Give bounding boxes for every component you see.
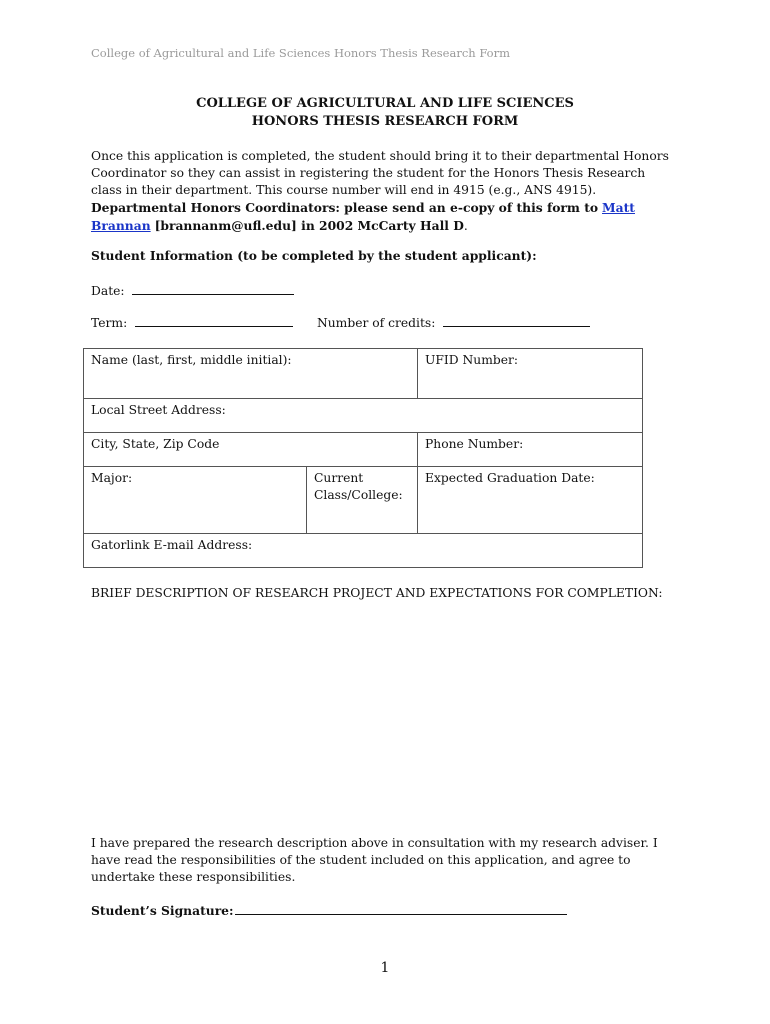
intro-paragraph bbox=[91, 148, 671, 235]
class-label: Current Class/College: bbox=[314, 471, 403, 502]
intro-bold-text: Departmental Honors Coordinators: please send an e-copy of this form to bbox=[91, 200, 599, 215]
address-label: Local Street Address: bbox=[91, 403, 226, 417]
name-cell[interactable] bbox=[84, 349, 418, 399]
term-blank[interactable] bbox=[135, 315, 293, 327]
intro-period: . bbox=[463, 219, 468, 233]
table-row bbox=[84, 467, 643, 534]
signature-field bbox=[91, 903, 567, 918]
credits-label: Number of credits: bbox=[317, 316, 436, 330]
date-blank[interactable] bbox=[132, 283, 294, 295]
student-info-heading: Student Information (to be completed by the student applicant): bbox=[91, 248, 537, 263]
consent-paragraph: I have prepared the research description above in consultation with my research adviser. I have read the responsibilities of the student included on this application, and agree to undertake these responsibilities. bbox=[91, 836, 658, 884]
credits-blank[interactable] bbox=[443, 315, 590, 327]
major-cell[interactable] bbox=[84, 467, 307, 534]
phone-label: Phone Number: bbox=[425, 437, 524, 451]
term-label: Term: bbox=[91, 316, 128, 330]
table-row bbox=[84, 349, 643, 399]
page-number: 1 bbox=[380, 960, 390, 976]
address-cell[interactable] bbox=[84, 399, 643, 433]
grad-label: Expected Graduation Date: bbox=[425, 471, 595, 485]
table-row bbox=[84, 399, 643, 433]
signature-label: Student’s Signature: bbox=[91, 903, 234, 918]
description-heading: BRIEF DESCRIPTION OF RESEARCH PROJECT AND EXPECTATIONS FOR COMPLETION: bbox=[91, 586, 663, 600]
table-row bbox=[84, 534, 643, 568]
matt-brannan-link[interactable]: Matt Brannan bbox=[91, 200, 635, 233]
intro-email-text: [brannanm@ufl.edu] in 2002 McCarty Hall D bbox=[154, 218, 464, 233]
title-line-2: HONORS THESIS RESEARCH FORM bbox=[251, 114, 519, 129]
class-cell[interactable] bbox=[307, 467, 418, 534]
phone-cell[interactable] bbox=[418, 433, 643, 467]
city-cell[interactable] bbox=[84, 433, 418, 467]
date-field bbox=[91, 283, 294, 298]
signature-blank[interactable] bbox=[235, 903, 567, 915]
credits-field bbox=[317, 315, 590, 330]
ufid-label: UFID Number: bbox=[425, 353, 519, 367]
ufid-cell[interactable] bbox=[418, 349, 643, 399]
major-label: Major: bbox=[91, 471, 133, 485]
term-field bbox=[91, 315, 293, 330]
form-title bbox=[0, 95, 770, 131]
name-label: Name (last, first, middle initial): bbox=[91, 353, 292, 367]
student-info-table bbox=[83, 348, 643, 568]
running-header: College of Agricultural and Life Sciences Honors Thesis Research Form bbox=[91, 46, 511, 60]
date-label: Date: bbox=[91, 284, 125, 298]
intro-text: Once this application is completed, the student should bring it to their departmental Honors Coordinator so they can assist in registering the student for the Honors Thesis Research class in their department. This course number will end in 4915 (e.g., ANS 4915). bbox=[91, 149, 669, 197]
grad-cell[interactable] bbox=[418, 467, 643, 534]
title-line-1: COLLEGE OF AGRICULTURAL AND LIFE SCIENCES bbox=[196, 96, 574, 111]
email-cell[interactable] bbox=[84, 534, 643, 568]
email-label: Gatorlink E-mail Address: bbox=[91, 538, 253, 552]
table-row bbox=[84, 433, 643, 467]
city-label: City, State, Zip Code bbox=[91, 437, 220, 451]
